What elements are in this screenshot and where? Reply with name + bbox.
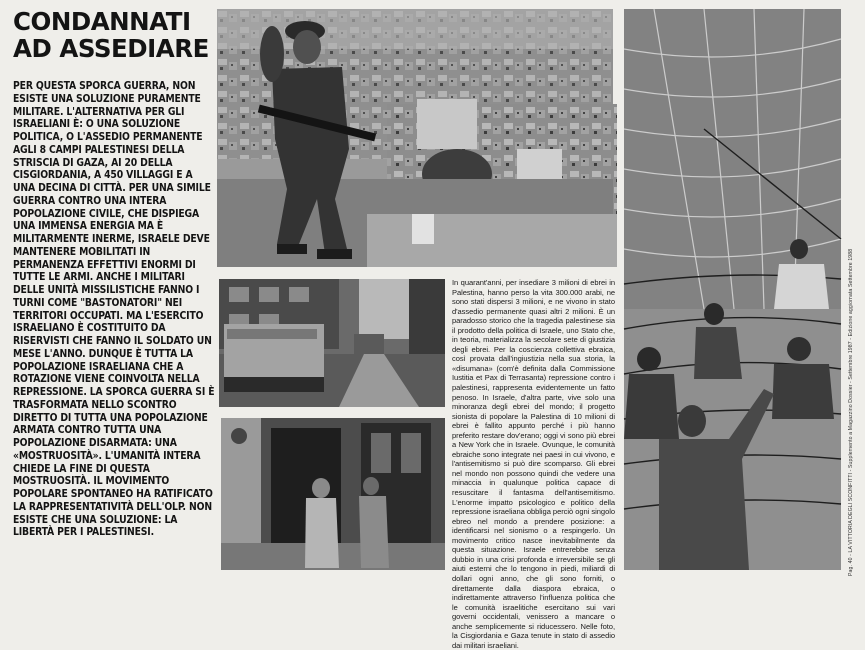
photo-soldiers-overlooking-town [217, 9, 613, 267]
photo-barbed-wire-prisoners [624, 9, 841, 570]
page-credit: Pag. 40 - LA VITTORIA DEGLI SCONFITTI - Supplemento a Magazzino Dossier - Settembre 1987 - Edizione aggiornata Settembre 1988 [848, 248, 854, 576]
photo-armoured-vehicle-street [219, 279, 445, 407]
photo-soldiers-doorway [221, 418, 445, 570]
headline-line-2: AD ASSEDIARE [13, 34, 209, 63]
body-text: In quarant'anni, per insediare 3 milioni di ebrei in Palestina, hanno perso la vita 300.000 arabi, ne sono stati dispersi 3 milioni, e ne vivono in stato d'assedio permanente quasi altri 2 milioni. È un paradosso storico che la tragedia palestinese sia il prodotto della politica di Israele, uno Stato che, in teoria, materializza la secolare sete di giustizia degli ebrei. Per la coscienza collettiva ebraica, così provata dall'ingiustizia nella sua storia, la «disumana» (com'è definita dalla Commissione Iustitia et Pax di Terrasanta) repressione contro i palestinesi, rappresenta evidentemente un fatto penoso. In Israele, d'altra parte, vive solo una minoranza degli ebrei del mondo; il progetto sionista di popolare la Palestina di 10 milioni di ebrei è fallito appunto perché i più hanno preferito restare dov'erano; oggi vi sono più ebrei a New York che in Israele. Ovunque, le comunità ebraiche sono integrate nei paesi in cui vivono, e l'antisemitismo si può dire scomparso. Gli ebrei nel mondo non possono quindi che vedere una minaccia in qualunque politica capace di resuscitare il fantasma dell'antisemitismo. L'enorme impatto psicologico e politico della repressione israeliana obbliga perciò ogni singolo ebreo nel mondo a prendere posizione: a identificarsi nel sionismo o a respingerlo. Un movimento critico nasce inevitabilmente da questa situazione. Israele entrerebbe senza dubbio in una crisi profonda e irreversibile se gli aiuti esterni che lo tengono in piedi, miliardi di dollari ogni anno, che gli sono forniti, o direttamente dalla diaspora ebraica, o indirettamente attraverso l'influenza politica che le comunità israelitiche esercitano sui vari governi occidentali, venissero a mancare o anche semplicemente si riducessero. Nelle foto, la Cisgiordania e Gaza tenute in stato di assedio dai militari israeliani. [452, 278, 615, 650]
article-headline [13, 8, 209, 62]
lead-paragraph: PER QUESTA SPORCA GUERRA, NON ESISTE UNA SOLUZIONE PURAMENTE MILITARE. L'ALTERNATIVA PER GLI ISRAELIANI È: O UNA SOLUZIONE POLITICA, O L'ASSEDIO PERMANENTE AGLI 8 CAMPI PALESTINESI DELLA STRISCIA DI GAZA, AI 20 DELLA CISGIORDANIA, A 450 VILLAGGI E A UNA DECINA DI CITTÀ. PER UNA SIMILE GUERRA CONTRO UNA INTERA POPOLAZIONE CIVILE, CHE DISPIEGA UNA IMMENSA ENERGIA MA È MILITARMENTE INERME, ISRAELE DEVE MANTENERE MOBILITATI IN PERMANENZA EFFETTIVI ENORMI DI TUTTE LE ARMI. ANCHE I MILITARI DELLE UNITÀ MISSILISTICHE FANNO I TURNI COME "BASTONATORI" NEI TERRITORI OCCUPATI. MA L'ESERCITO ISRAELIANO È COSTITUITO DA RISERVISTI CHE FANNO IL SOLDATO UN MESE L'ANNO. DUNQUE È TUTTA LA POPOLAZIONE ISRAELIANA CHE A ROTAZIONE VIENE COINVOLTA NELLA REPRESSIONE. LA SPORCA GUERRA SI È TRASFORMATA NELLO SCONTRO DIRETTO DI TUTTA UNA POPOLAZIONE ARMATA CONTRO TUTTA UNA POPOLAZIONE DISARMATA: UNA «MOSTRUOSITÀ». L'UMANITÀ INTERA CHIEDE LA FINE DI QUESTA MOSTRUOSITÀ. IL MOVIMENTO POPOLARE SPONTANEO HA RATIFICATO LA RAPPRESENTATIVITÀ DELL'OLP. NON ESISTE CHE UNA SOLUZIONE: LA LIBERTÀ PER I PALESTINESI. [13, 80, 215, 539]
headline-line-1: CONDANNATI [13, 7, 191, 36]
